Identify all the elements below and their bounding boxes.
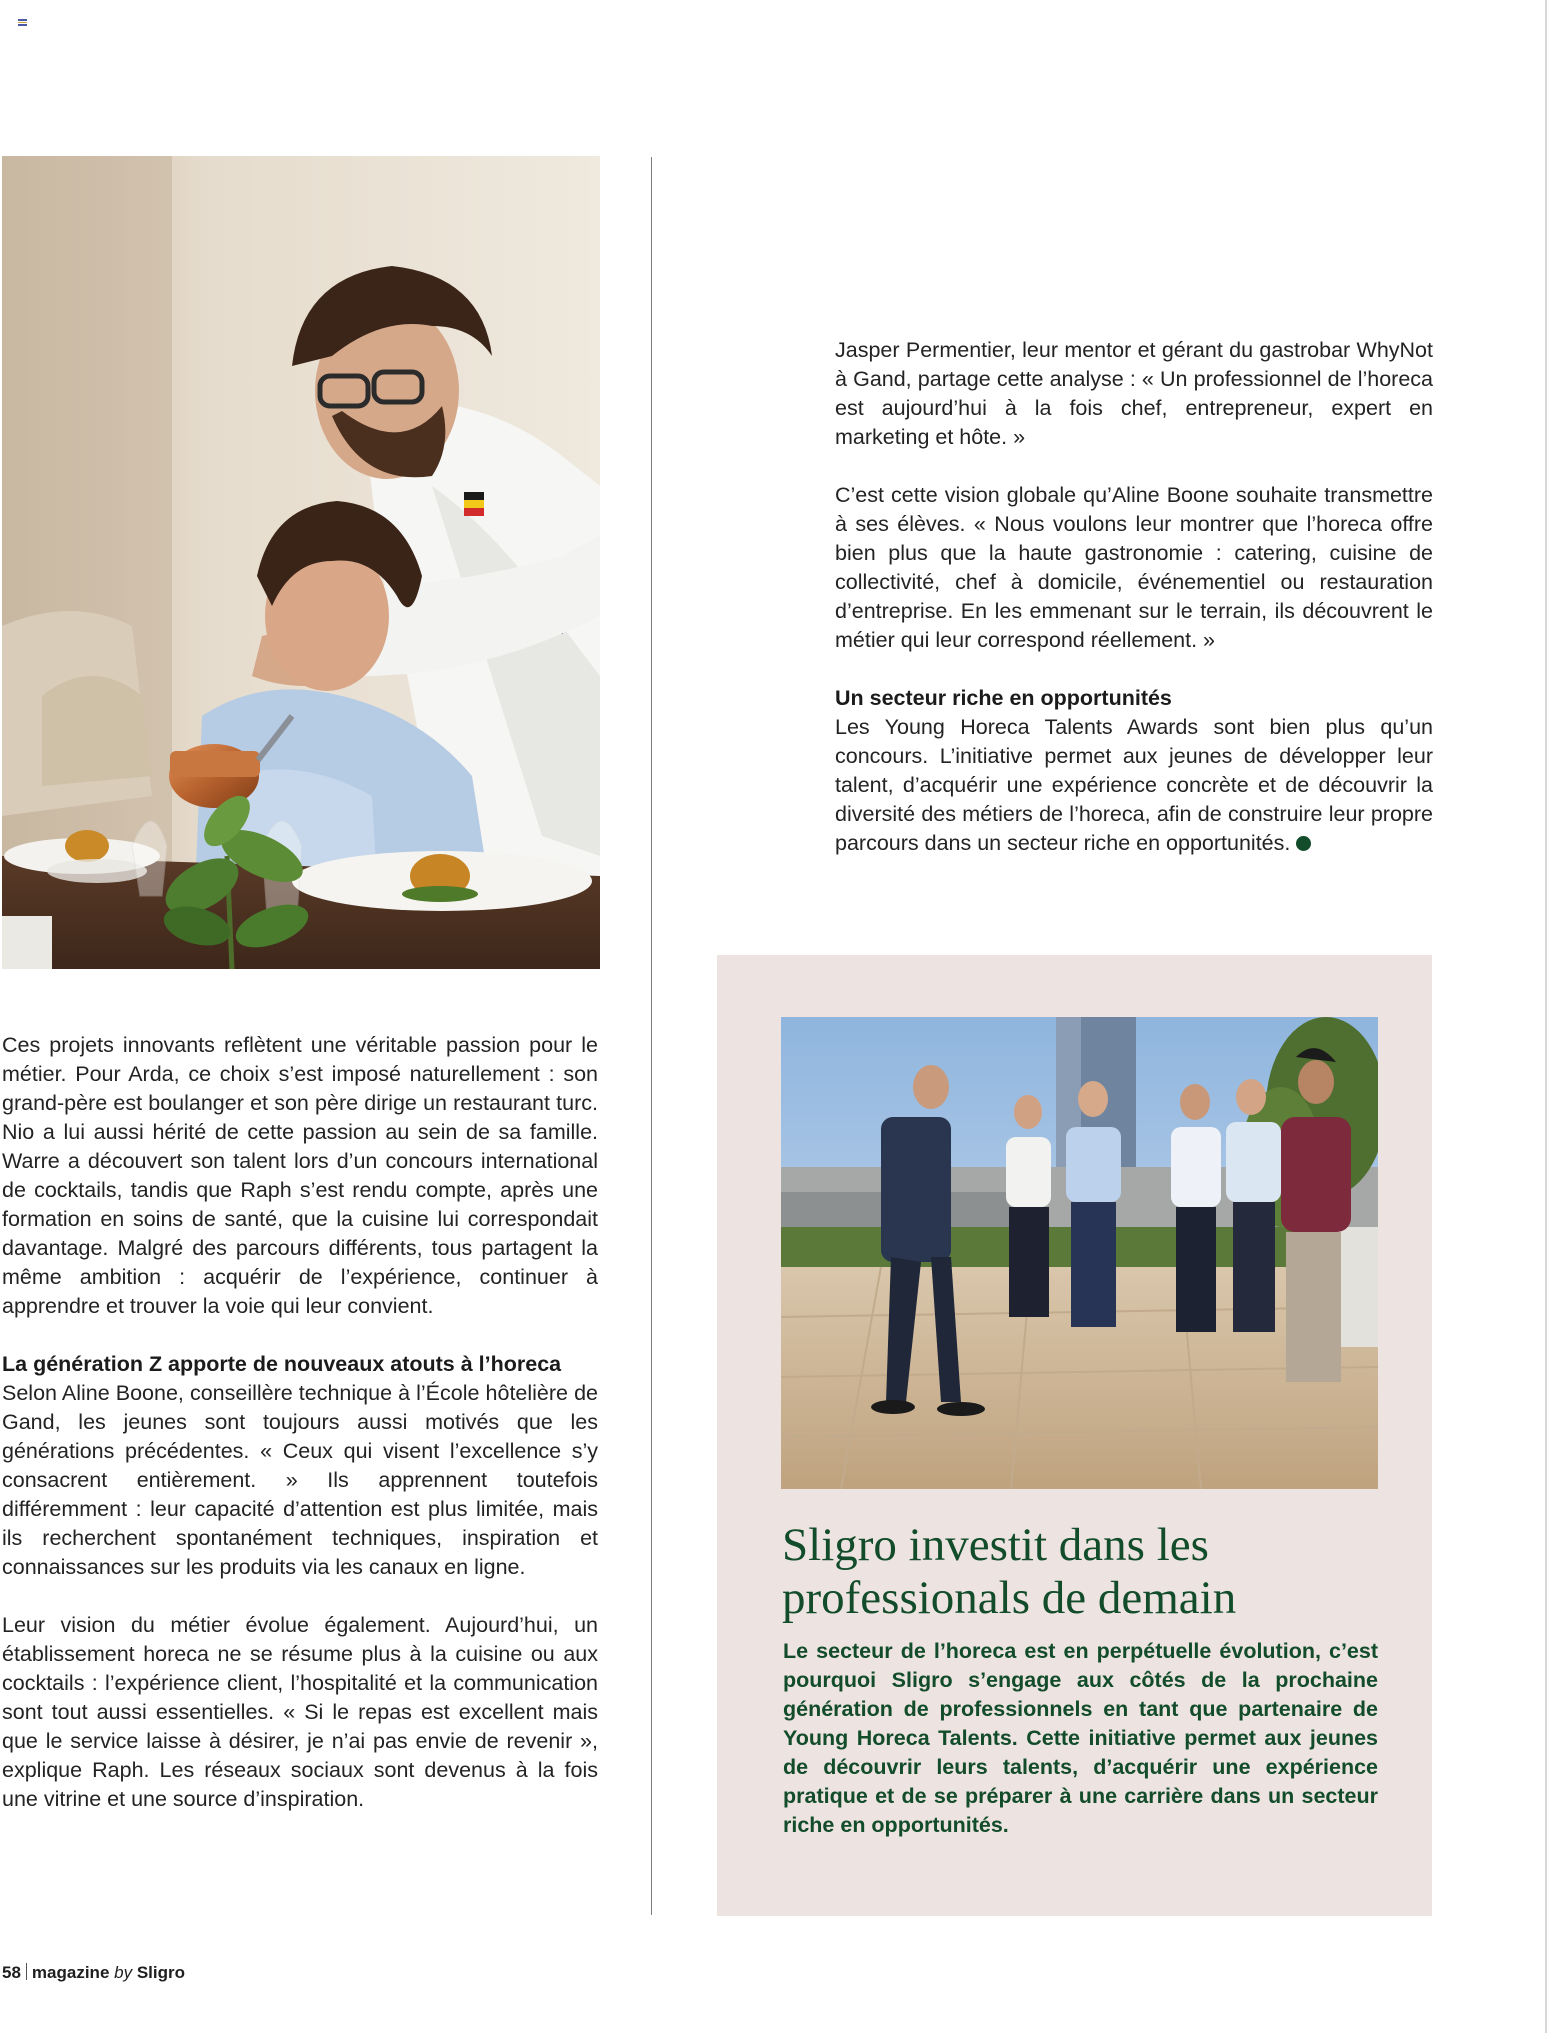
left-paragraph-2: Selon Aline Boone, conseillère technique à l’École hôtelière de Gand, les jeunes sont toujours aussi motivés que les générations précédentes. « Ceux qui visent l’excellence s’y consacrent entièrement. » Ils apprennent toutefois différemment : leur capacité d’attention est plus limitée, mais ils recherchent spontanément techniques, inspiration et connaissances sur les produits via les canaux en ligne. <box>2 1381 598 1579</box>
left-column-text <box>2 1031 598 1814</box>
sidebar-title: Sligro investit dans les professionals de demain <box>782 1519 1237 1624</box>
left-paragraph-1: Ces projets innovants reflètent une véritable passion pour le métier. Pour Arda, ce choix s’est imposé naturellement : son grand-père est boulanger et son père dirige un restaurant turc. Nio a lui aussi hérité de cette passion au sein de sa famille. Warre a découvert son talent lors d’un concours international de cocktails, tandis que Raph s’est rendu compte, après une formation en soins de santé, que la cuisine lui correspondait davantage. Malgré des parcours différents, tous partagent la même ambition : acquérir de l’expérience, continuer à apprendre et trouver la voie qui leur convient. <box>2 1033 598 1318</box>
footer-brand-label: Sligro <box>136 1963 186 1982</box>
left-paragraph-3: Leur vision du métier évolue également. Aujourd’hui, un établissement horeca ne se résume plus à la cuisine ou aux cocktails : l’expérience client, l’hospitalité et la communication sont tout aussi essentielles. « Si le repas est excellent mais que le service laisse à désirer, je n’ai pas envie de revenir », explique Raph. Les réseaux sociaux sont devenus à la fois une vitrine et une source d’inspiration. <box>2 1613 598 1811</box>
left-subheading: La génération Z apporte de nouveaux atouts à l’horeca <box>2 1352 562 1376</box>
right-paragraph-2: C’est cette vision globale qu’Aline Boone souhaite transmettre à ses élèves. « Nous voulons leur montrer que l’horeca offre bien plus que la haute gastronomie : catering, cuisine de collectivité, chef à domicile, événementiel ou restauration d’entreprise. En les emmenant sur le terrain, ils découvrent le métier qui leur correspond réellement. » <box>835 483 1433 652</box>
right-subheading: Un secteur riche en opportunités <box>835 686 1172 710</box>
sidebar-lead: Le secteur de l’horeca est en perpétuelle évolution, c’est pourquoi Sligro s’engage aux côtés de la prochaine génération de professionnels en tant que partenaire de Young Horeca Talents. Cette initiative permet aux jeunes de découvrir leurs talents, d’acquérir une expérience pratique et de se préparer à une carrière dans un secteur riche en opportunités. <box>783 1639 1378 1837</box>
group-rooftop-photo <box>781 1017 1378 1489</box>
page-edge-line <box>1545 0 1547 2033</box>
footer-by-label: by <box>114 1963 133 1982</box>
page-number: 58 <box>2 1963 21 1982</box>
chef-tasting-photo <box>2 156 600 969</box>
end-of-article-dot-icon <box>1296 836 1311 851</box>
footer-separator <box>26 1963 27 1980</box>
page-footer <box>2 1962 185 1984</box>
footer-magazine-label: magazine <box>31 1963 110 1982</box>
right-paragraph-1: Jasper Permentier, leur mentor et gérant du gastrobar WhyNot à Gand, partage cette analyse : « Un professionnel de l’horeca est aujourd’hui à la fois chef, entrepreneur, expert en marketing et hôte. » <box>835 338 1433 449</box>
page-corner-mark <box>18 19 27 26</box>
right-paragraph-3: Les Young Horeca Talents Awards sont bien plus qu’un concours. L’initiative permet aux jeunes de développer leur talent, d’acquérir une expérience concrète et de découvrir la diversité des métiers de l’horeca, afin de construire leur propre parcours dans un secteur riche en opportunités. <box>835 715 1433 855</box>
right-column-text <box>835 336 1433 858</box>
column-divider <box>651 157 652 1915</box>
